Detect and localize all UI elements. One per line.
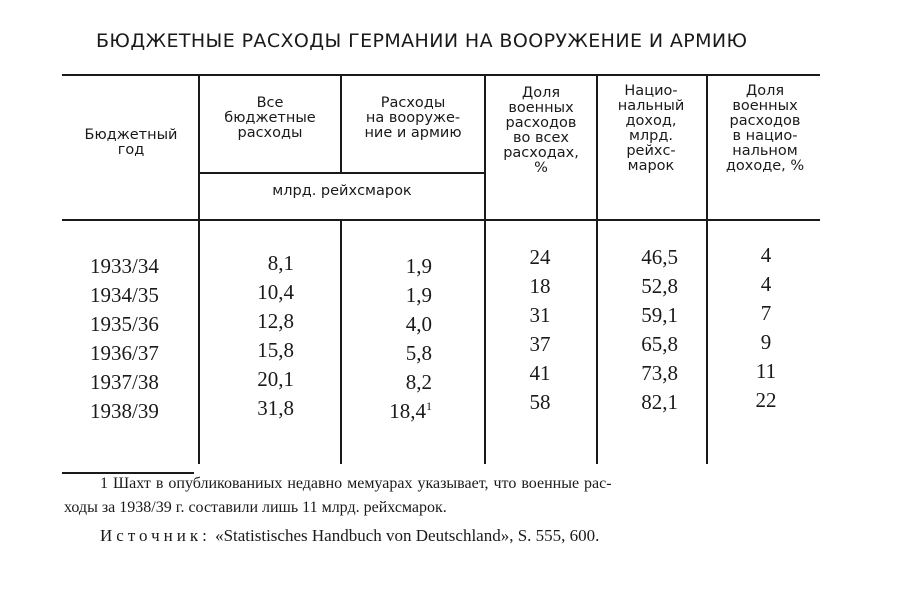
cell-national-income: 82,1 xyxy=(641,390,678,414)
header-national-income: Нацио- нальный доход, млрд. рейхс- марок xyxy=(617,83,685,174)
cell-share-budget: 37 xyxy=(529,332,551,356)
table-title: БЮДЖЕТНЫЕ РАСХОДЫ ГЕРМАНИИ НА ВООРУЖЕНИЕ И АРМИЮ xyxy=(96,30,748,52)
footnote-line-1: 1 Шахт в опубликованиых недавно мемуарах указывает, что военные рас- xyxy=(100,475,612,492)
source-line xyxy=(100,526,599,546)
cell-share-budget: 24 xyxy=(529,245,551,269)
cell-share-income: 4 xyxy=(760,243,772,267)
cell-military: 1,9 xyxy=(405,283,432,307)
cell-military: 1,9 xyxy=(405,254,432,278)
share-income-column xyxy=(736,241,796,415)
unit-rule xyxy=(200,172,484,174)
share-budget-column xyxy=(510,243,570,417)
header-share-income: Доля военных расходов в нацио- нальном доходе, % xyxy=(725,83,805,174)
header-total: Все бюджетные расходы xyxy=(224,95,316,141)
cell-national-income: 59,1 xyxy=(641,303,678,327)
cell-military: 8,2 xyxy=(405,370,432,394)
header-unit: млрд. рейхсмарок xyxy=(272,183,412,199)
cell-share-income: 22 xyxy=(755,388,777,412)
cell-year: 1937/38 xyxy=(90,370,159,394)
cell-total: 10,4 xyxy=(257,280,294,304)
cell-share-budget: 58 xyxy=(529,390,551,414)
footnote-mark: 1 xyxy=(426,399,432,413)
header-military: Расходы на вооруже- ние и армию xyxy=(364,95,462,141)
year-column xyxy=(90,252,159,426)
cell-share-budget: 18 xyxy=(529,274,551,298)
col-divider-2-body xyxy=(340,219,342,464)
national-income-column xyxy=(620,243,678,417)
source-label: Источник: xyxy=(100,526,211,545)
cell-national-income: 52,8 xyxy=(641,274,678,298)
col-divider-1 xyxy=(198,74,200,464)
total-column xyxy=(230,249,294,423)
cell-share-income: 9 xyxy=(760,330,772,354)
col-divider-2-header xyxy=(340,74,342,172)
cell-total: 8,1 xyxy=(267,251,294,275)
cell-total: 31,8 xyxy=(257,396,294,420)
source-text: «Statistisches Handbuch von Deutschland», S. 555, 600. xyxy=(215,526,600,545)
cell-national-income: 73,8 xyxy=(641,361,678,385)
cell-national-income: 46,5 xyxy=(641,245,678,269)
cell-year: 1933/34 xyxy=(90,254,159,278)
cell-total: 12,8 xyxy=(257,309,294,333)
header-share-budget: Доля военных расходов во всех расходах, % xyxy=(503,85,579,176)
footnote-line-2: ходы за 1938/39 г. составили лишь 11 млрд. рейхсмарок. xyxy=(64,499,447,516)
cell-year: 1936/37 xyxy=(90,341,159,365)
cell-share-income: 4 xyxy=(760,272,772,296)
cell-military: 18,4 xyxy=(389,399,426,423)
cell-total: 20,1 xyxy=(257,367,294,391)
cell-share-budget: 41 xyxy=(529,361,551,385)
cell-year: 1935/36 xyxy=(90,312,159,336)
cell-share-income: 7 xyxy=(760,301,772,325)
cell-total: 15,8 xyxy=(257,338,294,362)
col-divider-3 xyxy=(484,74,486,464)
cell-year: 1934/35 xyxy=(90,283,159,307)
cell-military: 4,0 xyxy=(405,312,432,336)
header-year: Бюджетный год xyxy=(84,127,178,158)
cell-share-income: 11 xyxy=(755,359,777,383)
cell-military: 5,8 xyxy=(405,341,432,365)
cell-share-budget: 31 xyxy=(529,303,551,327)
cell-military-with-footnote xyxy=(364,397,432,426)
military-column xyxy=(364,252,432,426)
cell-year: 1938/39 xyxy=(90,399,159,423)
footnote-rule xyxy=(62,472,194,474)
cell-national-income: 65,8 xyxy=(641,332,678,356)
